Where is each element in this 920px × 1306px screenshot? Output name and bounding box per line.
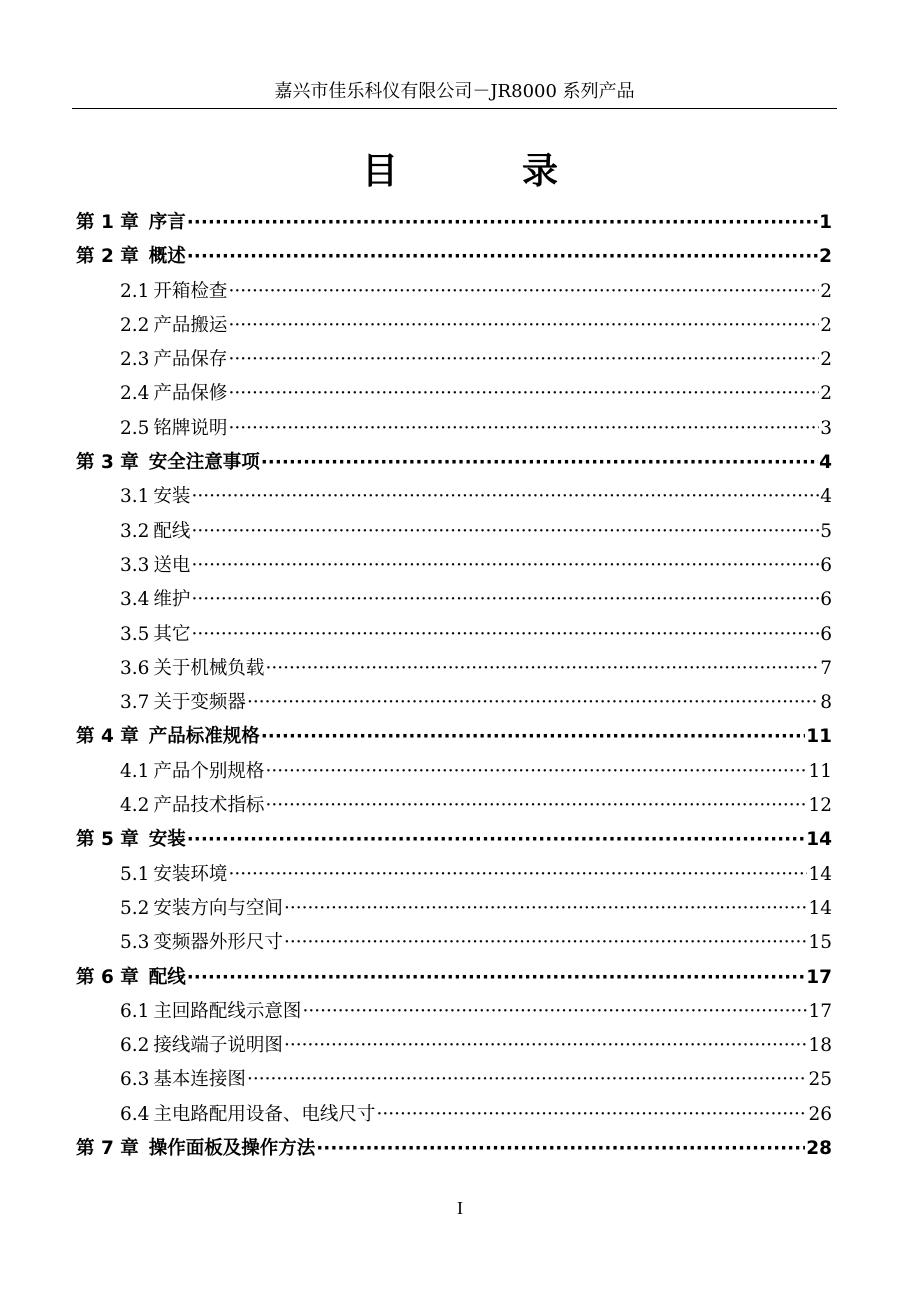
- toc-entry-title: 产品技术指标: [153, 795, 265, 817]
- toc-entry-page: 12: [808, 795, 832, 817]
- toc-section-entry[interactable]: [76, 309, 832, 343]
- toc-entry-page: 2: [820, 280, 832, 302]
- table-of-contents: [76, 206, 832, 1166]
- toc-entry-number: 3.3: [120, 554, 150, 576]
- toc-dot-leader: [316, 1132, 805, 1166]
- toc-entry-title: 配线: [153, 520, 191, 542]
- toc-entry-page: 6: [820, 589, 832, 611]
- toc-dot-leader: [265, 755, 807, 789]
- toc-section-entry[interactable]: [76, 755, 832, 789]
- toc-entry-title: 操作面板及操作方法: [148, 1138, 316, 1160]
- toc-entry-title: 关于机械负载: [153, 657, 265, 679]
- toc-section-entry[interactable]: [76, 995, 832, 1029]
- toc-dot-leader: [187, 823, 805, 857]
- toc-entry-number: 2.3: [120, 349, 150, 371]
- toc-entry-title: 概述: [148, 246, 186, 268]
- toc-entry-title: 配线: [148, 966, 186, 988]
- toc-entry-number: 2.4: [120, 383, 150, 405]
- toc-dot-leader: [247, 1063, 808, 1097]
- toc-entry-title: 安装: [148, 829, 186, 851]
- toc-entry-page: 18: [808, 1035, 832, 1057]
- toc-entry-title: 送电: [153, 554, 191, 576]
- toc-section-entry[interactable]: [76, 343, 832, 377]
- toc-dot-leader: [284, 892, 808, 926]
- toc-section-entry[interactable]: [76, 789, 832, 823]
- toc-entry-number: 6.2: [120, 1035, 150, 1057]
- toc-dot-leader: [191, 549, 819, 583]
- toc-section-entry[interactable]: [76, 892, 832, 926]
- toc-dot-leader: [228, 412, 819, 446]
- toc-entry-page: 2: [819, 246, 832, 268]
- toc-entry-number: 6.3: [120, 1069, 150, 1091]
- toc-entry-title: 主回路配线示意图: [153, 1000, 302, 1022]
- toc-entry-title: 产品标准规格: [148, 726, 260, 748]
- toc-chapter-entry[interactable]: [76, 446, 832, 480]
- toc-entry-number: 5.3: [120, 932, 150, 954]
- toc-section-entry[interactable]: [76, 926, 832, 960]
- toc-section-entry[interactable]: [76, 412, 832, 446]
- toc-entry-title: 接线端子说明图: [153, 1035, 283, 1057]
- toc-entry-title: 产品保修: [153, 383, 228, 405]
- toc-entry-page: 1: [819, 212, 832, 233]
- toc-entry-number: 第 7 章: [76, 1138, 139, 1160]
- toc-entry-title: 安装: [153, 486, 191, 508]
- toc-section-entry[interactable]: [76, 686, 832, 720]
- toc-dot-leader: [228, 858, 807, 892]
- toc-entry-page: 28: [806, 1138, 832, 1160]
- toc-chapter-entry[interactable]: [76, 961, 832, 995]
- toc-entry-number: 5.1: [120, 863, 150, 885]
- toc-section-entry[interactable]: [76, 549, 832, 583]
- toc-entry-title: 其它: [153, 623, 191, 645]
- toc-dot-leader: [228, 309, 819, 343]
- toc-entry-number: 3.7: [120, 692, 150, 714]
- toc-entry-title: 序言: [148, 212, 186, 233]
- toc-entry-number: 3.1: [120, 486, 150, 508]
- running-header: [72, 78, 837, 109]
- toc-entry-page: 6: [820, 623, 832, 645]
- toc-entry-title: 产品个别规格: [153, 760, 265, 782]
- toc-dot-leader: [191, 618, 819, 652]
- toc-dot-leader: [261, 446, 818, 480]
- toc-entry-title: 产品保存: [153, 349, 228, 371]
- toc-dot-leader: [265, 652, 819, 686]
- toc-section-entry[interactable]: [76, 515, 832, 549]
- toc-entry-number: 第 2 章: [76, 246, 139, 268]
- toc-entry-page: 25: [808, 1069, 832, 1091]
- toc-chapter-entry[interactable]: [76, 206, 832, 240]
- toc-dot-leader: [284, 926, 808, 960]
- toc-section-entry[interactable]: [76, 1098, 832, 1132]
- toc-entry-number: 第 1 章: [76, 212, 139, 233]
- toc-section-entry[interactable]: [76, 1063, 832, 1097]
- toc-entry-page: 7: [820, 657, 832, 679]
- page-title: 目 录: [361, 151, 602, 192]
- toc-entry-page: 2: [820, 314, 832, 336]
- toc-entry-page: 2: [820, 383, 832, 405]
- toc-section-entry[interactable]: [76, 275, 832, 309]
- toc-entry-number: 第 3 章: [76, 452, 139, 474]
- toc-entry-number: 6.4: [120, 1103, 150, 1125]
- toc-chapter-entry[interactable]: [76, 240, 832, 274]
- toc-entry-title: 基本连接图: [153, 1069, 246, 1091]
- toc-entry-title: 开箱检查: [153, 280, 228, 302]
- toc-dot-leader: [187, 206, 818, 240]
- toc-dot-leader: [191, 515, 819, 549]
- toc-entry-page: 14: [808, 897, 832, 919]
- toc-dot-leader: [187, 240, 818, 274]
- toc-entry-number: 2.1: [120, 280, 150, 302]
- toc-entry-title: 维护: [153, 589, 191, 611]
- toc-entry-number: 3.5: [120, 623, 150, 645]
- toc-entry-number: 5.2: [120, 897, 150, 919]
- toc-entry-number: 4.1: [120, 760, 150, 782]
- toc-chapter-entry[interactable]: [76, 1132, 832, 1166]
- toc-section-entry[interactable]: [76, 377, 832, 411]
- toc-entry-page: 15: [808, 932, 832, 954]
- toc-entry-page: 8: [820, 692, 832, 714]
- toc-chapter-entry[interactable]: [76, 720, 832, 754]
- toc-entry-number: 第 4 章: [76, 726, 139, 748]
- toc-entry-page: 26: [808, 1103, 832, 1125]
- toc-entry-number: 3.6: [120, 657, 150, 679]
- toc-dot-leader: [228, 275, 819, 309]
- toc-entry-title: 安全注意事项: [148, 452, 260, 474]
- toc-entry-page: 2: [820, 349, 832, 371]
- toc-entry-page: 4: [819, 452, 832, 474]
- page-number: I: [457, 1198, 463, 1218]
- toc-dot-leader: [265, 789, 807, 823]
- toc-entry-title: 铭牌说明: [153, 417, 228, 439]
- toc-entry-page: 3: [820, 417, 832, 439]
- toc-dot-leader: [284, 1029, 808, 1063]
- toc-entry-title: 关于变频器: [153, 692, 246, 714]
- toc-dot-leader: [191, 583, 819, 617]
- toc-chapter-entry[interactable]: [76, 823, 832, 857]
- toc-entry-number: 第 6 章: [76, 966, 139, 988]
- toc-dot-leader: [247, 686, 819, 720]
- toc-entry-page: 17: [808, 1000, 832, 1022]
- toc-entry-number: 4.2: [120, 795, 150, 817]
- toc-section-entry[interactable]: [76, 1029, 832, 1063]
- toc-entry-number: 第 5 章: [76, 829, 139, 851]
- toc-entry-number: 3.2: [120, 520, 150, 542]
- toc-section-entry[interactable]: [76, 652, 832, 686]
- toc-entry-title: 主电路配用设备、电线尺寸: [153, 1103, 376, 1125]
- toc-entry-title: 变频器外形尺寸: [153, 932, 283, 954]
- toc-dot-leader: [261, 720, 805, 754]
- toc-entry-page: 6: [820, 554, 832, 576]
- toc-entry-title: 安装方向与空间: [153, 897, 283, 919]
- toc-entry-number: 6.1: [120, 1000, 150, 1022]
- toc-entry-number: 2.5: [120, 417, 150, 439]
- toc-dot-leader: [302, 995, 807, 1029]
- toc-section-entry[interactable]: [76, 618, 832, 652]
- toc-dot-leader: [376, 1098, 807, 1132]
- toc-entry-page: 17: [806, 966, 832, 988]
- running-header-text: 嘉兴市佳乐科仪有限公司－JR8000 系列产品: [274, 81, 635, 102]
- toc-section-entry[interactable]: [76, 858, 832, 892]
- toc-entry-page: 5: [820, 520, 832, 542]
- toc-section-entry[interactable]: [76, 480, 832, 514]
- toc-dot-leader: [187, 961, 805, 995]
- toc-entry-page: 4: [820, 486, 832, 508]
- toc-entry-page: 14: [806, 829, 832, 851]
- toc-section-entry[interactable]: [76, 583, 832, 617]
- toc-entry-number: 3.4: [120, 589, 150, 611]
- toc-entry-number: 2.2: [120, 314, 150, 336]
- toc-entry-page: 11: [806, 726, 832, 748]
- toc-dot-leader: [191, 480, 819, 514]
- toc-entry-page: 14: [808, 863, 832, 885]
- toc-entry-title: 产品搬运: [153, 314, 228, 336]
- toc-dot-leader: [228, 343, 819, 377]
- toc-entry-title: 安装环境: [153, 863, 228, 885]
- toc-dot-leader: [228, 377, 819, 411]
- toc-entry-page: 11: [808, 760, 832, 782]
